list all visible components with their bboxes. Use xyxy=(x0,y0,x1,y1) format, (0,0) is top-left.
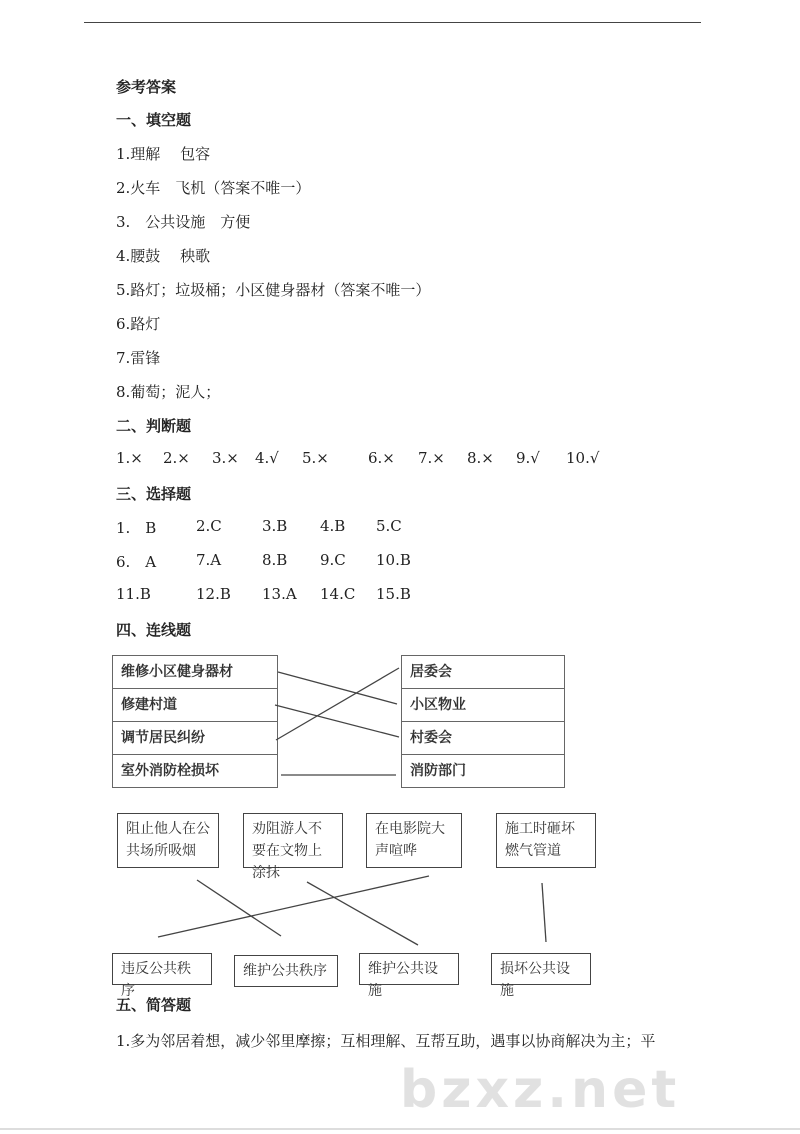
judge-item: 4.√ xyxy=(255,449,279,467)
answer-line: 6.路灯 xyxy=(116,315,161,333)
choice-item: 9.C xyxy=(320,551,346,569)
choice-item: 10.B xyxy=(376,551,411,569)
answer-line: 1.理解 包容 xyxy=(116,145,211,163)
section-heading: 五、简答题 xyxy=(116,996,192,1014)
judge-item: 8.× xyxy=(467,449,494,467)
choice-item: 6. A xyxy=(116,553,157,571)
judge-item: 6.× xyxy=(368,449,395,467)
choice-item: 15.B xyxy=(376,585,411,603)
section-heading: 二、判断题 xyxy=(116,417,192,435)
choice-item: 13.A xyxy=(262,585,297,603)
watermark: bzxz.net xyxy=(400,1060,681,1120)
left-item: 调节居民纠纷 xyxy=(113,722,277,755)
choice-item: 7.A xyxy=(196,551,222,569)
judge-item: 9.√ xyxy=(516,449,540,467)
choice-item: 5.C xyxy=(376,517,402,535)
judge-item: 5.× xyxy=(302,449,329,467)
bottom-box: 维护公共设施 xyxy=(359,953,459,985)
answer-line: 4.腰鼓 秧歌 xyxy=(116,247,211,265)
answer-line: 3. 公共设施 方便 xyxy=(116,213,251,231)
judge-item: 10.√ xyxy=(566,449,600,467)
section-heading: 四、连线题 xyxy=(116,621,192,639)
match-line xyxy=(275,705,399,737)
right-item: 居委会 xyxy=(402,656,564,689)
answer-line: 8.葡萄；泥人； xyxy=(116,383,221,401)
left-item: 修建村道 xyxy=(113,689,277,722)
match-line xyxy=(197,880,281,936)
right-item: 小区物业 xyxy=(402,689,564,722)
choice-item: 12.B xyxy=(196,585,231,603)
match-line xyxy=(278,672,397,704)
judge-item: 1.× xyxy=(116,449,143,467)
judge-item: 7.× xyxy=(418,449,445,467)
doc-title: 参考答案 xyxy=(116,78,177,96)
top-box: 劝阻游人不要在文物上涂抹 xyxy=(243,813,343,868)
choice-item: 2.C xyxy=(196,517,222,535)
answer-line: 5.路灯；垃圾桶；小区健身器材（答案不唯一） xyxy=(116,281,431,299)
top-box: 在电影院大声喧哗 xyxy=(366,813,462,868)
bottom-box: 维护公共秩序 xyxy=(234,955,338,987)
judge-item: 3.× xyxy=(212,449,239,467)
section-heading: 三、选择题 xyxy=(116,485,192,503)
judge-item: 2.× xyxy=(163,449,190,467)
right-item: 消防部门 xyxy=(410,763,466,779)
answer-line: 1.多为邻居着想，减少邻里摩擦；互相理解、互帮互助，遇事以协商解决为主；平 xyxy=(116,1032,656,1050)
top-box: 施工时砸坏燃气管道 xyxy=(496,813,596,868)
choice-item: 8.B xyxy=(262,551,288,569)
bottom-box: 损坏公共设施 xyxy=(491,953,591,985)
choice-item: 3.B xyxy=(262,517,288,535)
match-line xyxy=(542,883,546,942)
bottom-box: 违反公共秩序 xyxy=(112,953,212,985)
left-item: 室外消防栓损坏 xyxy=(121,763,219,779)
section-heading: 一、填空题 xyxy=(116,111,192,129)
choice-item: 14.C xyxy=(320,585,356,603)
left-item: 维修小区健身器材 xyxy=(113,656,277,689)
choice-item: 4.B xyxy=(320,517,346,535)
page-edge xyxy=(0,1128,800,1130)
match-line xyxy=(276,668,399,740)
choice-item: 11.B xyxy=(116,585,151,603)
answer-line: 7.雷锋 xyxy=(116,349,161,367)
choice-item: 1. B xyxy=(116,519,157,537)
answer-line: 2.火车 飞机（答案不唯一） xyxy=(116,179,311,197)
right-item: 村委会 xyxy=(402,722,564,755)
top-box: 阻止他人在公共场所吸烟 xyxy=(117,813,219,868)
